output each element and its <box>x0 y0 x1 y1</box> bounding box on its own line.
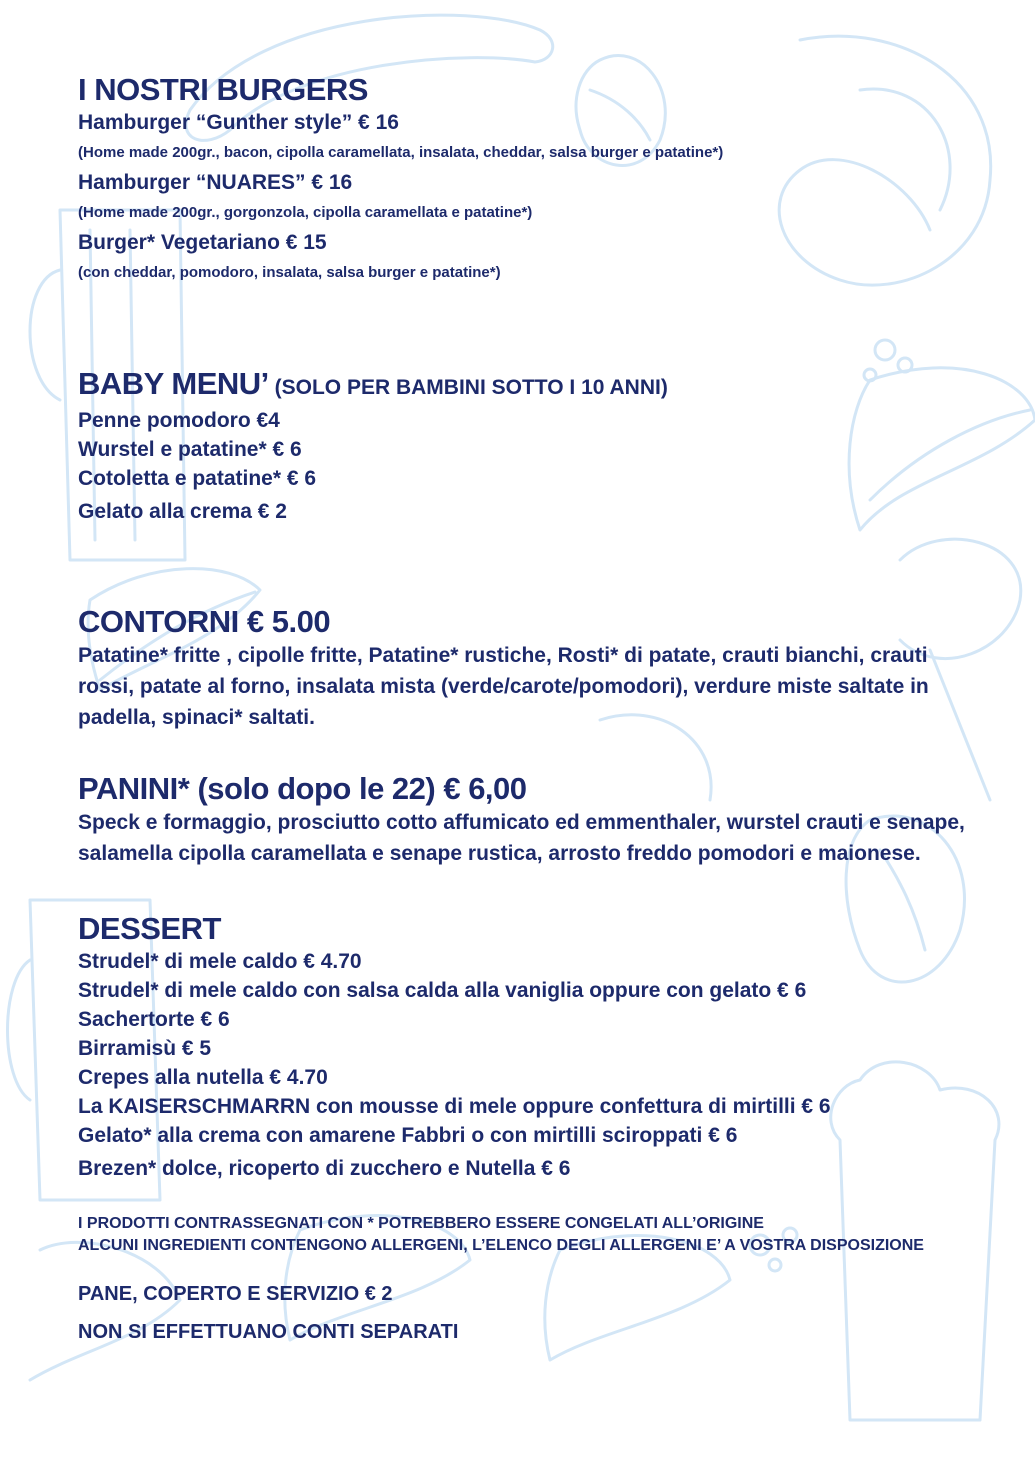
burgers-section <box>78 72 978 288</box>
menu-item: Hamburger “Gunther style” € 16 <box>78 111 399 134</box>
contorni-title: CONTORNI € 5.00 <box>78 604 331 639</box>
menu-item: Gelato* alla crema con amarene Fabbri o con mirtilli sciroppati € 6 <box>78 1124 738 1147</box>
menu-item: Brezen* dolce, ricoperto di zucchero e Nutella € 6 <box>78 1157 571 1180</box>
allergens-note: ALCUNI INGREDIENTI CONTENGONO ALLERGENI, L’ELENCO DEGLI ALLERGENI E’ A VOSTRA DISPOSIZIONE <box>78 1237 924 1254</box>
menu-item-description: (Home made 200gr., bacon, cipolla caramellata, insalata, cheddar, salsa burger e patatine*) <box>78 144 724 161</box>
menu-item: Strudel* di mele caldo € 4.70 <box>78 950 362 973</box>
menu-item: Crepes alla nutella € 4.70 <box>78 1066 328 1089</box>
burgers-title: I NOSTRI BURGERS <box>78 72 368 107</box>
footer-section <box>78 1275 978 1351</box>
menu-item: Cotoletta e patatine* € 6 <box>78 467 317 490</box>
baby-menu-title <box>78 366 978 406</box>
menu-item: Hamburger “NUARES” € 16 <box>78 171 353 194</box>
contorni-section <box>78 604 978 733</box>
menu-item: Strudel* di mele caldo con salsa calda alla vaniglia oppure con gelato € 6 <box>78 979 807 1002</box>
baby-menu-subtitle: (SOLO PER BAMBINI SOTTO I 10 ANNI) <box>268 376 668 399</box>
cover-charge: PANE, COPERTO E SERVIZIO € 2 <box>78 1283 393 1305</box>
menu-item: Penne pomodoro €4 <box>78 409 280 432</box>
baby-menu-section <box>78 366 978 526</box>
menu-item: Birramisù € 5 <box>78 1037 212 1060</box>
menu-item: Wurstel e patatine* € 6 <box>78 438 302 461</box>
dessert-section <box>78 911 978 1183</box>
dessert-title: DESSERT <box>78 911 221 946</box>
frozen-products-note: I PRODOTTI CONTRASSEGNATI CON * POTREBBERO ESSERE CONGELATI ALL’ORIGINE <box>78 1215 764 1232</box>
menu-item: Burger* Vegetariano € 15 <box>78 231 327 254</box>
separate-bills-note: NON SI EFFETTUANO CONTI SEPARATI <box>78 1321 459 1343</box>
panini-section <box>78 771 978 869</box>
panini-text: Speck e formaggio, prosciutto cotto affumicato ed emmenthaler, wurstel crauti e senape, salamella cipolla caramellata e senape rustica, arrosto freddo pomodori e maionese. <box>78 811 965 865</box>
baby-menu-title-text: BABY MENU’ <box>78 366 269 401</box>
menu-item: Sachertorte € 6 <box>78 1008 230 1031</box>
notes-section <box>78 1213 978 1257</box>
menu-item: Gelato alla crema € 2 <box>78 500 287 523</box>
menu-item: La KAISERSCHMARRN con mousse di mele oppure confettura di mirtilli € 6 <box>78 1095 831 1118</box>
panini-title: PANINI* (solo dopo le 22) € 6,00 <box>78 771 527 806</box>
contorni-text: Patatine* fritte , cipolle fritte, Patatine* rustiche, Rosti* di patate, crauti bianchi, crauti rossi, patate al forno, insalata mista (verde/carote/pomodori), verdure miste saltate in padella, spinaci* saltati. <box>78 644 929 729</box>
menu-page <box>78 72 978 1351</box>
menu-item-description: (con cheddar, pomodoro, insalata, salsa burger e patatine*) <box>78 264 501 281</box>
menu-item-description: (Home made 200gr., gorgonzola, cipolla caramellata e patatine*) <box>78 204 533 221</box>
